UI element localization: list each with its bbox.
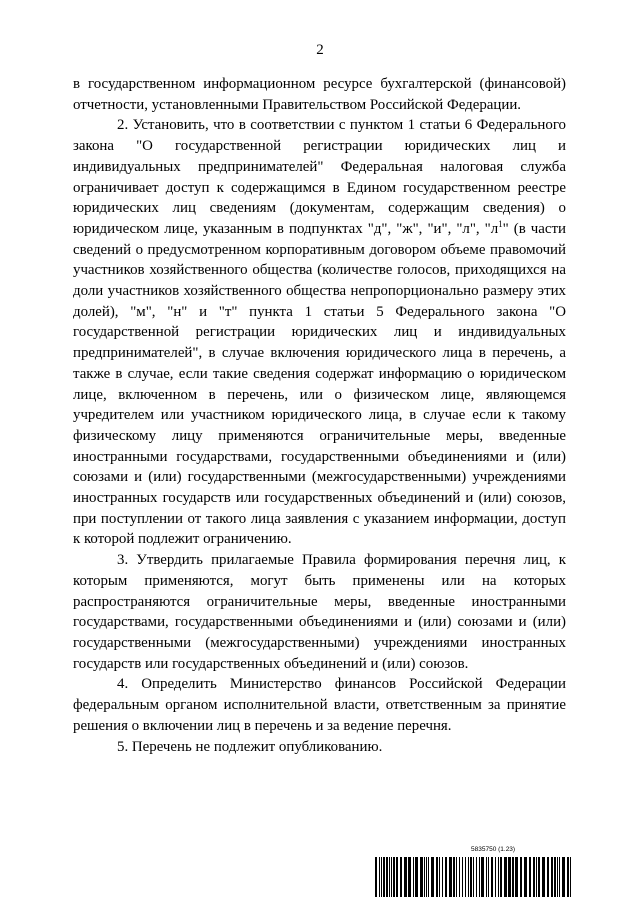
- barcode-bar: [428, 857, 429, 897]
- barcode-bar: [529, 857, 531, 897]
- barcode-bar: [486, 857, 487, 897]
- barcode-bar: [462, 857, 463, 897]
- barcode-bar: [391, 857, 392, 897]
- barcode-bar: [473, 857, 474, 897]
- paragraph-text: в государственном информационном ресурсе бухгалтерской (финансовой) отчетности, установленными Правительством Российской Федерации.: [73, 76, 566, 113]
- paragraph-text: " (в части сведений о предусмотренном корпоративным договором объеме правомочий участников хозяйственного общества (количестве голосов, приходящихся на доли участников хозяйственного общества непропорционально размеру этих долей), "м", "н" и "т" пункта 1 статьи 5 Федерального закона "О государственной регистрации юридических лиц и индивидуальных предпринимателей", в случае включения юридического лица в перечень, а также в случае, если такие сведения содержат информацию о юридическом лице, включенном в перечень, или о физическом лице, являющемся учредителем или участником юридического лица, в случае если к такому физическому лицу применяются ограничительные меры, введенные иностранными государствами, государственными объединениями и (или) союзами и (или) государственными (межгосударственными) учреждениями иностранных государств или государственных объединений и (или) союзов, при поступлении от такого лица заявления с указанием информации, доступ к которой подлежит ограничению.: [73, 220, 566, 548]
- barcode-bar: [508, 857, 511, 897]
- barcode-bar: [465, 857, 466, 897]
- paragraph-p4: [73, 674, 566, 736]
- barcode-bar: [386, 857, 388, 897]
- barcode-bar: [512, 857, 514, 897]
- barcode-bar: [404, 857, 407, 897]
- barcode-bar: [436, 857, 438, 897]
- superscript: 1: [498, 218, 503, 229]
- document-barcode: [375, 845, 571, 897]
- paragraph-p3: [73, 550, 566, 674]
- barcode-bar: [542, 857, 545, 897]
- barcode-bar: [533, 857, 535, 897]
- paragraph-text: 2. Установить, что в соответствии с пунктом 1 статьи 6 Федерального закона "О государственной регистрации юридических лиц и индивидуальных предпринимателей" Федеральная налоговая служба ограничивает доступ к содержащимся в Едином государственном реестре юридических лиц сведениям (документам, содержащим сведения) о юридическом лице, указанным в подпунктах "д", "ж", "и", "л", "л: [73, 117, 566, 237]
- barcode-bar: [383, 857, 385, 897]
- barcode-bar: [393, 857, 395, 897]
- barcode-bar: [515, 857, 518, 897]
- barcode-bar: [408, 857, 411, 897]
- barcode-bar: [396, 857, 398, 897]
- paragraph-text: 4. Определить Министерство финансов Российской Федерации федеральным органом исполнительной власти, ответственным за принятие решения о включении лиц в перечень и за ведение перечня.: [73, 676, 566, 734]
- barcode-bar: [470, 857, 472, 897]
- paragraph-text: 5. Перечень не подлежит опубликованию.: [117, 738, 383, 755]
- barcode-bar: [554, 857, 556, 897]
- barcode-bar: [476, 857, 477, 897]
- barcode-bar: [415, 857, 418, 897]
- barcode-bar: [570, 857, 571, 897]
- barcode-code-label: 5835750 (1.23): [471, 846, 516, 853]
- barcode-bar: [426, 857, 427, 897]
- barcode-bar: [491, 857, 493, 897]
- barcode-bar: [400, 857, 402, 897]
- paragraph-text: 3. Утвердить прилагаемые Правила формирования перечня лиц, к которым применяются, могут быть применены или на которых распространяются ограничительные меры, введенные иностранными государствами, государственными объединениями и (или) союзами и (или) государственными (межгосударственными) учреждениями иностранных государств или государственных объединений и (или) союзов.: [73, 552, 566, 672]
- barcode-bar: [413, 857, 414, 897]
- barcode-bar: [424, 857, 425, 897]
- paragraph-p-continuation: [73, 74, 566, 115]
- barcode-bar: [479, 857, 480, 897]
- barcode-bar: [547, 857, 549, 897]
- barcode-bar: [524, 857, 527, 897]
- barcode-bar: [500, 857, 502, 897]
- barcode-bar: [379, 857, 380, 897]
- barcode-bar: [488, 857, 489, 897]
- barcode-bar: [439, 857, 440, 897]
- barcode-bar: [498, 857, 499, 897]
- barcode-bar: [453, 857, 455, 897]
- barcode-bar: [442, 857, 443, 897]
- barcode-bar: [559, 857, 560, 897]
- barcode-bar: [567, 857, 569, 897]
- barcode-bar: [538, 857, 540, 897]
- barcode-bar: [420, 857, 423, 897]
- paragraph-p5: [73, 737, 566, 758]
- barcode-bar: [431, 857, 434, 897]
- barcode-bar: [536, 857, 537, 897]
- barcode-bar: [557, 857, 558, 897]
- barcode-bar: [504, 857, 507, 897]
- barcode-bar: [381, 857, 382, 897]
- barcode-bar: [445, 857, 447, 897]
- barcode-bar: [468, 857, 469, 897]
- document-body: [73, 74, 566, 757]
- barcode-bar: [375, 857, 377, 897]
- barcode-bar: [495, 857, 496, 897]
- barcode-bar: [562, 857, 565, 897]
- barcode-bar: [481, 857, 484, 897]
- barcode-image: [375, 857, 571, 897]
- barcode-bar: [456, 857, 457, 897]
- barcode-bar: [520, 857, 522, 897]
- barcode-bar: [449, 857, 452, 897]
- barcode-bar: [551, 857, 553, 897]
- barcode-bar: [389, 857, 390, 897]
- paragraph-p2: [73, 115, 566, 550]
- barcode-bar: [459, 857, 460, 897]
- page-number: 2: [316, 42, 324, 58]
